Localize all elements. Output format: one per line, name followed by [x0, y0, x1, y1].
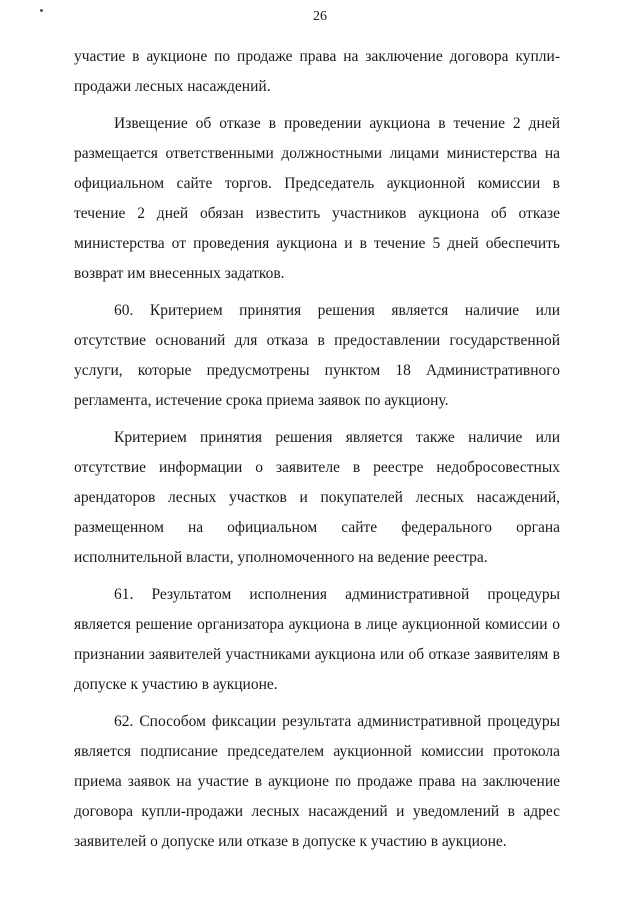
paragraph-62: 62. Способом фиксации результата административной процедуры является подписание председателем аукционной комиссии протокола приема заявок на участие в аукционе по продаже права на заключение договора купли-продажи лесных насаждений и уведомлений в адрес заявителей о допуске или отказе в допуске к участию в аукционе.	[74, 713, 560, 850]
paragraph-continuation: участие в аукционе по продаже права на заключение договора купли-продажи лесных насаждений.	[74, 48, 560, 95]
page-number: 26	[313, 9, 327, 24]
document-body	[74, 42, 560, 857]
paragraph-61: 61. Результатом исполнения административной процедуры является решение организатора аукциона в лице аукционной комиссии о признании заявителей участниками аукциона или об отказе заявителям в допуске к участию в аукционе.	[74, 586, 560, 693]
paragraph-60-criterion: Критерием принятия решения является также наличие или отсутствие информации о заявителе в реестре недобросовестных арендаторов лесных участков и покупателей лесных насаждений, размещенном на официальном сайте федерального органа исполнительной власти, уполномоченного на ведение реестра.	[74, 429, 560, 566]
paragraph-60: 60. Критерием принятия решения является наличие или отсутствие оснований для отказа в предоставлении государственной услуги, которые предусмотрены пунктом 18 Административного регламента, истечение срока приема заявок по аукциону.	[74, 302, 560, 409]
paragraph-auction-cancellation-notice: Извещение об отказе в проведении аукциона в течение 2 дней размещается ответственными должностными лицами министерства на официальном сайте торгов. Председатель аукционной комиссии в течение 2 дней обязан известить участников аукциона об отказе министерства от проведения аукциона и в течение 5 дней обеспечить возврат им внесенных задатков.	[74, 115, 560, 282]
